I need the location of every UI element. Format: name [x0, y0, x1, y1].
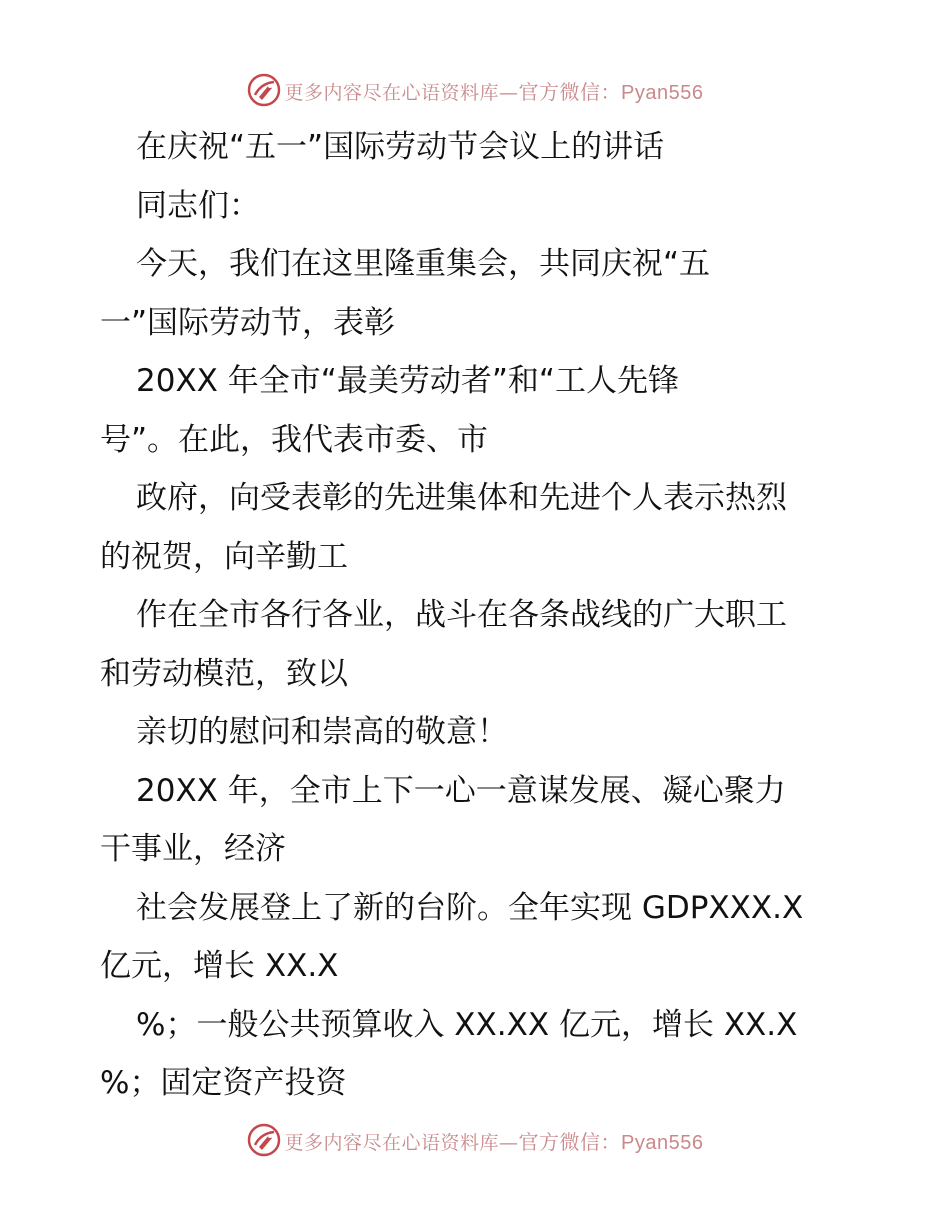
footer-banner-text: [285, 1126, 704, 1155]
text-line: %；固定资产投资: [100, 1065, 347, 1101]
text-line: 干事业，经济: [100, 831, 286, 867]
document-body: [100, 118, 880, 1113]
text-line: 社会发展登上了新的台阶。全年实现 GDPXXX.X: [136, 889, 804, 926]
header-banner-wechat: 官方微信：Pyan556: [518, 81, 704, 104]
brand-logo-icon: [247, 73, 281, 107]
text-line: 20XX 年全市“最美劳动者”和“工人先锋: [136, 363, 679, 399]
text-line: 20XX 年，全市上下一心一意谋发展、凝心聚力: [136, 772, 786, 809]
text-line: 同志们：: [136, 187, 260, 224]
text-line: 的祝贺，向辛勤工: [100, 538, 348, 575]
header-banner-main: 更多内容尽在心语资料库: [284, 81, 500, 104]
header-banner-sep: —: [499, 81, 519, 104]
text-line: 在庆祝“五一”国际劳动节会议上的讲话: [136, 129, 665, 165]
text-line: 号”。在此，我代表市委、市: [100, 421, 489, 458]
text-line: 一”国际劳动节，表彰: [100, 304, 396, 341]
text-line: 今天，我们在这里隆重集会，共同庆祝“五: [136, 246, 711, 282]
footer-banner-sep: —: [499, 1131, 519, 1154]
text-line: 亿元，增长 XX.X: [100, 948, 339, 984]
brand-logo-icon: [247, 1123, 281, 1157]
text-line: %；一般公共预算收入 XX.XX 亿元，增长 XX.X: [136, 1006, 798, 1043]
header-banner-text: [285, 76, 704, 105]
footer-banner: [0, 1120, 950, 1160]
text-line: 政府，向受表彰的先进集体和先进个人表示热烈: [136, 480, 787, 516]
text-line: 作在全市各行各业，战斗在各条战线的广大职工: [136, 597, 787, 633]
footer-banner-wechat: 官方微信：Pyan556: [518, 1131, 704, 1154]
text-line: 和劳动模范，致以: [100, 655, 348, 692]
header-banner: [0, 70, 950, 110]
text-line: 亲切的慰问和崇高的敬意！: [136, 714, 508, 750]
footer-banner-main: 更多内容尽在心语资料库: [284, 1131, 500, 1154]
